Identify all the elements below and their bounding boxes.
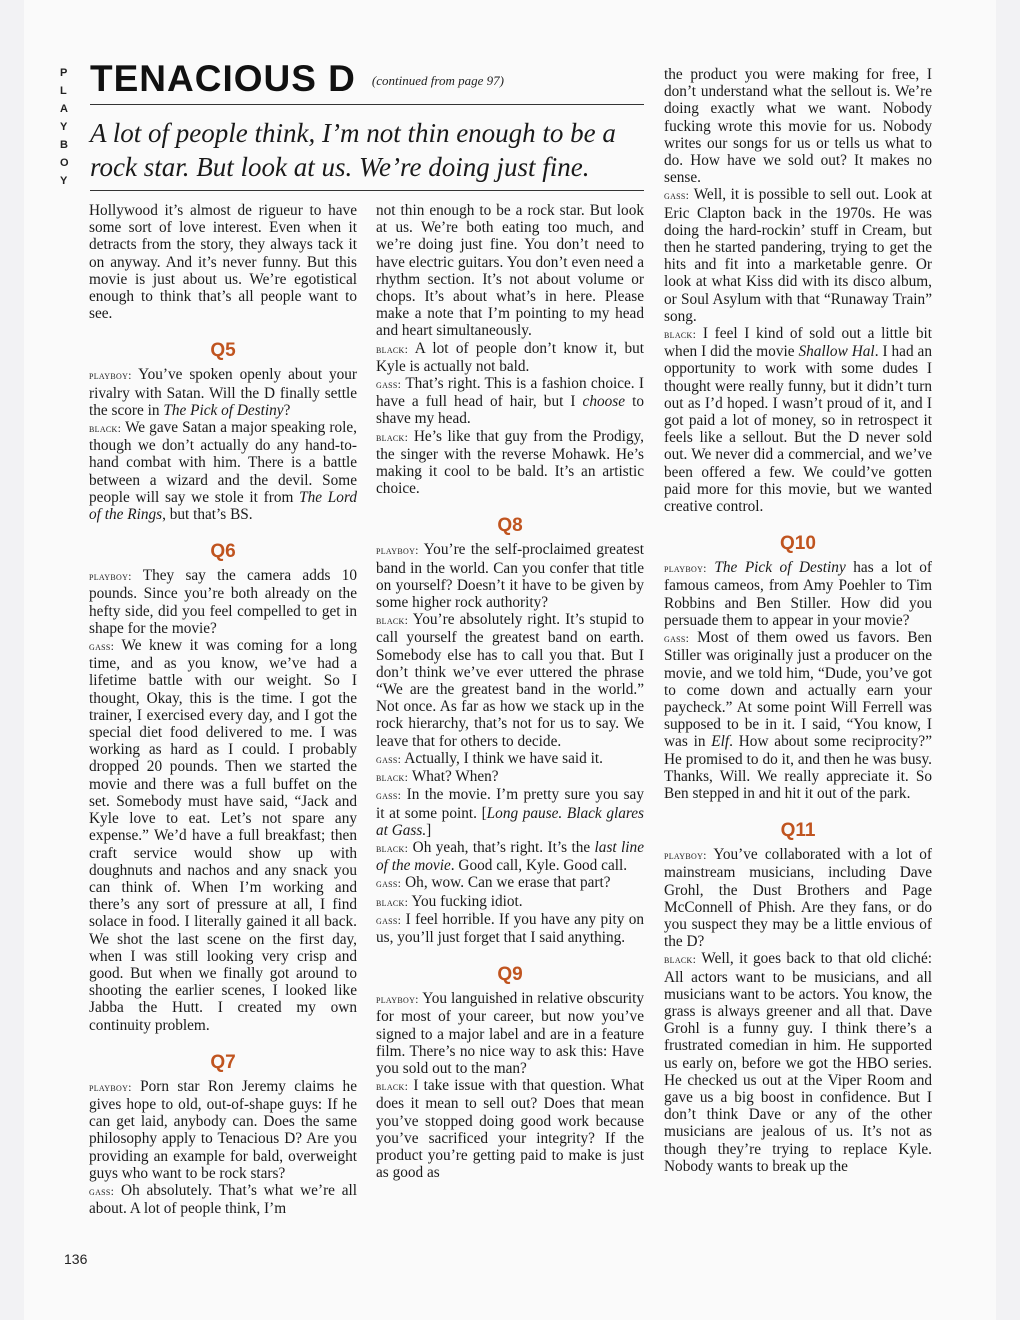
q5-playboy: playboy: You’ve spoken openly about your rivalry with Satan. Will the D finally settle the score in The Pick of Destiny? bbox=[89, 366, 357, 419]
q7-playboy: playboy: Porn star Ron Jeremy claims he gives hope to old, out-of-shape guys: If he can get laid, anybody can. Does the same philosophy apply to Tenacious D? Are you providing an example for bald, overweight guys who want to be rock stars? bbox=[89, 1077, 357, 1182]
speaker-playboy: playboy: bbox=[89, 569, 132, 584]
question-heading-q7: Q7 bbox=[210, 1051, 236, 1073]
speaker-black: black: bbox=[376, 840, 409, 855]
q10-playboy: playboy: The Pick of Destiny has a lot of famous cameos, from Amy Poehler to Tim Robbins and Ben Stiller. How did you persuade them to appear in your movie? bbox=[664, 559, 933, 629]
question-heading-q10: Q10 bbox=[780, 533, 816, 555]
speaker-black: black: bbox=[376, 429, 409, 444]
speaker-gass: gass: bbox=[376, 377, 402, 392]
speaker-gass: gass: bbox=[89, 1183, 115, 1198]
q8-gass: gass: I feel horrible. If you have any pity on us, you’ll just forget that I said anything. bbox=[376, 910, 645, 946]
article-header bbox=[90, 58, 644, 105]
speaker-black: black: bbox=[376, 1079, 409, 1094]
pull-quote: A lot of people think, I’m not thin enough to be a rock star. But look at us. We’re doing just fine. bbox=[90, 118, 616, 182]
intro-paragraph: Hollywood it’s almost de rigueur to have some sort of love interest. Even when it detracts from the story, they always tack it on anyway. And it’s never funny. But this movie is just about us. We’re egotistical enough to think that’s all people want to see. bbox=[89, 202, 357, 323]
spine-letter: A bbox=[60, 103, 77, 115]
question-heading-q9: Q9 bbox=[497, 964, 523, 986]
q6-playboy: playboy: They say the camera adds 10 pounds. Since you’re both already on the hefty side, did you feel compelled to get in shape for the movie? bbox=[89, 567, 357, 637]
spine-letter: Y bbox=[60, 175, 77, 187]
q6-gass: gass: We knew it was coming for a long time, and as you know, we’ve had a lifetime battle with our weight. So I thought, Okay, this is the time. I got the trainer, I exercised every day, and I got the special diet food delivered to me. I was working as hard as I could. I probably dropped 20 pounds. Then we started the movie and there was a full buffet on the set. Somebody must have said, “Jack and Kyle love to eat. Let’s not spare any expense.” We’d have a full breakfast; then craft service would show up with doughnuts and nachos and any snack you can think of. When I’m working and there’s any sort of pressure at all, I find solace in food. I literally gained it all back. We shot the last scene on the first day, when I was still looking very crisp and good. But when we finally got around to shooting the earlier scenes, I looked like Jabba the Hutt. I created my own continuity problem. bbox=[89, 637, 357, 1034]
column-1 bbox=[89, 202, 357, 1217]
spine-letter: L bbox=[60, 85, 76, 97]
speaker-gass: gass: bbox=[376, 751, 402, 766]
question-heading-q11: Q11 bbox=[780, 820, 816, 842]
speaker-black: black: bbox=[376, 770, 409, 785]
continued-note: (continued from page 97) bbox=[371, 73, 504, 88]
speaker-gass: gass: bbox=[664, 631, 690, 646]
q8-gass: gass: Actually, I think we have said it. bbox=[376, 749, 603, 767]
spine-playboy bbox=[60, 64, 78, 190]
q8-gass: gass: In the movie. I’m pretty sure you say it at some point. [Long pause. Black glares at Gass.] bbox=[376, 786, 644, 839]
speaker-playboy: playboy: bbox=[664, 561, 707, 576]
speaker-black: black: bbox=[376, 613, 409, 628]
q8-black: black: You fucking idiot. bbox=[376, 892, 523, 910]
speaker-black: black: bbox=[664, 327, 697, 342]
continued-paragraph: the product you were making for free, I don’t understand what the sellout is. We’re doing exactly what we want. Nobody fucking wrote this movie for us. Nobody writes our songs for us or tells us what to do. How have we sold out? It makes no sense. bbox=[664, 66, 932, 187]
q7-gass: gass: Oh absolutely. That’s what we’re all about. A lot of people think, I’m bbox=[89, 1181, 357, 1218]
speaker-gass: gass: bbox=[376, 788, 402, 803]
spine-letter: B bbox=[60, 139, 77, 151]
q10-gass: gass: Most of them owed us favors. Ben Stiller was originally just a producer on the movie, and we told him, “Dude, you’ve got to come down and actually earn your paycheck.” At some point Will Ferrell was supposed to be in it. I said, “You know, I was in Elf. How about some reciprocity?” He promised to do it, and then he was busy. Thanks, Will. We really appreciate it. So Ben stepped in and hit it out of the park. bbox=[664, 629, 933, 802]
speaker-playboy: playboy: bbox=[89, 1079, 132, 1094]
q11-playboy: playboy: You’ve collaborated with a lot of mainstream musicians, including Dave Grohl, the Dust Brothers and Page McConnell of Phish. Are they fans, or do you suspect they may be a little envious of the D? bbox=[664, 846, 932, 951]
spine-letter: O bbox=[60, 157, 78, 169]
speaker-black: black: bbox=[664, 952, 697, 967]
speaker-gass: gass: bbox=[376, 876, 402, 891]
q8-black: black: You’re absolutely right. It’s stupid to call yourself the greatest band on earth. Somebody else has to call you that. But I don’t think we’ve ever uttered the phrase “We are the greatest band in the world.” Not once. As far as how we stack up in the rock hierarchy, that’s not for us to say. We leave that for others to decide. bbox=[376, 611, 644, 750]
gass-remark: gass: That’s right. This is a fashion choice. I have a full head of hair, but I choose to shave my head. bbox=[376, 375, 644, 428]
speaker-playboy: playboy: bbox=[376, 992, 419, 1007]
speaker-playboy: playboy: bbox=[376, 543, 419, 558]
question-heading-q6: Q6 bbox=[210, 541, 236, 563]
column-2 bbox=[376, 202, 644, 1181]
question-heading-q8: Q8 bbox=[497, 515, 523, 537]
pull-quote-rule bbox=[90, 190, 644, 191]
continued-paragraph: not thin enough to be a rock star. But look at us. We’re both eating too much, and we’re doing just fine. You don’t need to have electric guitars. You don’t even need a rhythm section. It’s not about volume or chops. It’s about what’s in here. Please make a note that I’m pointing to my head and heart simultaneously. bbox=[376, 202, 644, 340]
black-remark: black: He’s like that guy from the Prodigy, the singer with the reverse Mohawk. He’s making it cool to be bald. It’s an artistic choice. bbox=[376, 427, 644, 498]
column-3 bbox=[664, 66, 932, 1175]
q8-playboy: playboy: You’re the self-proclaimed greatest band in the world. Can you confer that title on yourself? Doesn’t it have to be given by some higher rock authority? bbox=[376, 541, 644, 612]
article-title: TENACIOUS D bbox=[90, 58, 356, 99]
spine-letter: P bbox=[60, 67, 77, 79]
q5-black: black: We gave Satan a major speaking role, though we don’t actually do any hand-to-hand combat with him. There is a battle between a wizard and the devil. Some people will say we stole it from The Lord of the Rings, but that’s BS. bbox=[89, 419, 357, 524]
question-heading-q5: Q5 bbox=[210, 340, 236, 362]
speaker-gass: gass: bbox=[89, 639, 115, 654]
speaker-black: black: bbox=[376, 894, 409, 909]
q8-black: black: Oh yeah, that’s right. It’s the last line of the movie. Good call, Kyle. Good call. bbox=[376, 838, 644, 875]
q9-playboy: playboy: You languished in relative obscurity for most of your career, but now you’ve signed to a major label and are in a feature film. There’s no nice way to ask this: Have you sold out to the man? bbox=[376, 990, 644, 1077]
q8-black: black: What? When? bbox=[376, 768, 499, 786]
speaker-playboy: playboy: bbox=[664, 848, 707, 863]
black-remark: black: A lot of people don’t know it, but Kyle is actually not bald. bbox=[376, 339, 644, 375]
black-remark: black: I feel I kind of sold out a little bit when I did the movie Shallow Hal. I had an opportunity to work with some dudes I thought were really funny, but it didn’t turn out as I’d hoped. I wasn’t proud of it, and I got paid a lot of money, so in retrospect it feels like a sellout. But the D never sold out. We never did a commercial, and we’ve been offered a few. We could’ve gotten paid more for this movie, but we wanted creative control. bbox=[664, 325, 932, 516]
speaker-gass: gass: bbox=[376, 912, 402, 927]
gass-remark: gass: Well, it is possible to sell out. Look at Eric Clapton back in the 1970s. He was doing the hard-rockin’ stuff in Cream, but then he started pandering, trying to get the hits and fit into a marketable genre. Or look at what Kiss did with its disco album, or Soul Asylum with that “Runaway Train” song. bbox=[664, 186, 932, 325]
speaker-black: black: bbox=[376, 341, 409, 356]
page-number: 136 bbox=[64, 1251, 88, 1267]
q11-black: black: Well, it goes back to that old cliché: All actors want to be musicians, and all musicians want to be actors. You know, the grass is always greener and all that. Dave Grohl is a funny guy. I think there’s a frustrated comedian in him. He supported us early on, before we got the HBO series. He checked us out at the Viper Room and gave us a big boost in confidence. But I don’t think Dave or any of the other musicians are jealous of us. It’s not as though they’re trying to replace Kyle. Nobody wants to break up the bbox=[664, 950, 932, 1175]
speaker-black: black: bbox=[89, 421, 122, 436]
q8-gass: gass: Oh, wow. Can we erase that part? bbox=[376, 874, 611, 892]
q9-black: black: I take issue with that question. What does it mean to sell out? Does that mean you’ve stopped doing good work because you’ve sacrificed your integrity? If the product you’re getting paid to make is just as good as bbox=[376, 1077, 644, 1182]
spine-letter: Y bbox=[60, 121, 77, 133]
speaker-gass: gass: bbox=[664, 188, 690, 203]
speaker-playboy: playboy: bbox=[89, 368, 132, 383]
